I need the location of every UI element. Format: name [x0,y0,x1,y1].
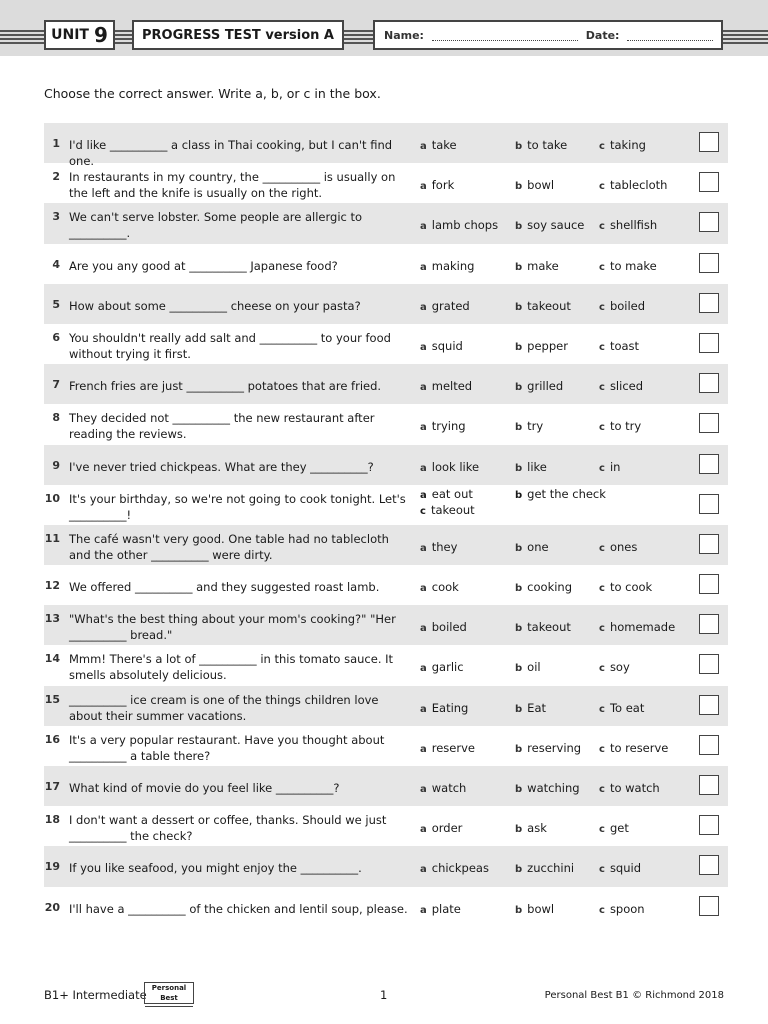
option-b: zucchini [527,861,575,876]
copyright: Personal Best B1 © Richmond 2018 [544,990,724,1001]
question-number: 7 [52,378,60,392]
option-c: shellfish [609,218,658,233]
answer-box[interactable] [699,654,719,674]
question-number: 16 [44,732,60,746]
option-a-wrap: a look like [420,459,480,474]
option-c: To eat [609,700,645,715]
option-b: one [527,539,549,554]
option-b: takeout [527,620,571,635]
answer-box[interactable] [699,413,719,433]
option-c: in [609,459,621,474]
question-text: Mmm! There's a lot of __________ in this tomato sauce. It smells absolutely delicious. [69,652,394,683]
option-a-wrap: a chickpeas [420,861,489,876]
option-c-wrap: c shellfish [599,218,658,233]
option-b-wrap: b watching [515,781,580,795]
question-text: It's a very popular restaurant. Have you thought about __________ a table there? [69,732,385,763]
question-text: I'd like __________ a class in Thai cooking, but I can't find one. [69,138,393,168]
option-b: reserving [527,740,582,755]
option-c: sliced [609,379,644,394]
question-number: 19 [44,860,60,874]
option-b: make [527,258,559,273]
question-number: 2 [52,170,60,184]
unit-label-box [44,20,115,50]
unit-number: 9 [93,23,108,47]
option-a: making [431,258,475,273]
question-table [44,123,728,927]
option-b: to take [527,138,568,152]
option-a-wrap: a take [420,138,457,152]
question-row [44,846,728,886]
option-c: ones [609,539,638,554]
option-c: soy [609,660,630,675]
question-row [44,565,728,605]
option-a-wrap: a trying [420,419,466,434]
option-c-wrap: c to make [599,258,657,273]
answer-box[interactable] [699,735,719,755]
option-c-wrap: c spoon [599,901,645,916]
option-c-wrap: c toast [599,338,640,353]
option-c-wrap: c ones [599,539,638,554]
option-a: lamb chops [431,218,499,233]
question-number: 20 [44,900,60,914]
question-number: 18 [44,813,60,827]
question-text: Are you any good at __________ Japanese food? [69,258,338,273]
option-b-wrap: b bowl [515,178,555,193]
option-b-wrap: b ask [515,821,547,836]
option-a-wrap: a garlic [420,660,464,675]
option-a: cook [431,580,459,595]
answer-box[interactable] [699,333,719,353]
question-number: 13 [44,612,60,626]
question-row [44,525,728,565]
option-a-wrap: a they [420,539,458,554]
option-b: bowl [527,178,555,193]
option-c: homemade [609,620,676,635]
date-field[interactable] [627,30,713,41]
answer-box[interactable] [699,454,719,474]
question-row [44,485,728,525]
question-row [44,123,728,168]
question-text: How about some __________ cheese on your pasta? [69,298,361,313]
instructions: Choose the correct answer. Write a, b, or c in the box. [44,86,381,101]
option-b: watching [527,781,580,795]
option-b: cooking [527,580,573,595]
option-a: watch [431,781,467,795]
option-b-wrap: b try [515,419,544,434]
answer-box[interactable] [699,373,719,393]
option-a-wrap: a plate [420,901,461,916]
option-b: oil [527,660,541,675]
option-b-wrap: b bowl [515,901,555,916]
question-number: 4 [52,257,60,271]
question-row [44,404,728,444]
question-row [44,806,728,846]
option-c-wrap: c to reserve [599,740,669,755]
answer-box[interactable] [699,172,719,192]
option-a-wrap: a squid [420,338,463,353]
question-number: 15 [44,692,60,706]
option-a-wrap: a melted [420,379,473,394]
option-a: look like [431,459,480,474]
option-c-wrap: c get [599,821,629,836]
option-a: melted [431,379,473,394]
question-number: 9 [52,458,60,472]
option-a: reserve [431,740,475,755]
option-a-wrap: a reserve [420,740,475,755]
option-a: take [431,138,457,152]
question-number: 11 [44,531,60,545]
answer-box[interactable] [699,253,719,273]
option-a: they [431,539,458,554]
option-b-wrap: b takeout [515,298,571,313]
answer-box[interactable] [699,534,719,554]
question-text: We can't serve lobster. Some people are allergic to __________. [69,210,363,241]
option-b-wrap: b to take [515,138,568,152]
option-b-wrap: b zucchini [515,861,575,876]
question-text: I don't want a dessert or coffee, thanks. Should we just __________ the check? [69,813,387,844]
option-b: pepper [527,338,568,353]
question-number: 10 [44,491,60,505]
option-b-wrap: b pepper [515,338,568,353]
option-a: eat out [431,486,473,501]
option-c: to watch [609,781,660,795]
question-number: 6 [52,330,60,344]
option-c: to make [609,258,657,273]
question-row [44,645,728,685]
answer-box[interactable] [699,574,719,594]
question-text: The café wasn't very good. One table had no tablecloth and the other __________ were dirty. [69,531,389,562]
question-text: They decided not __________ the new restaurant after reading the reviews. [69,411,375,442]
option-c-wrap: c to cook [599,580,653,595]
question-text: If you like seafood, you might enjoy the __________. [69,861,362,876]
option-c-wrap: c boiled [599,298,646,313]
question-text: What kind of movie do you feel like __________? [69,781,340,795]
question-text: You shouldn't really add salt and __________ to your food without trying it first. [69,330,391,361]
question-row [44,726,728,766]
question-row [44,324,728,364]
option-b: bowl [527,901,555,916]
option-a-wrap: a fork [420,178,455,193]
option-a-wrap: a lamb chops [420,218,499,233]
option-b: like [527,459,547,474]
option-b: takeout [527,298,571,313]
option-c: to reserve [609,740,669,755]
question-number: 17 [44,780,60,793]
page-number: 1 [380,988,388,1002]
option-a-wrap: a cook [420,580,459,595]
option-b-wrap: b takeout [515,620,571,635]
option-c: takeout [430,502,475,517]
option-b-wrap: b oil [515,660,541,675]
question-number: 3 [52,210,60,224]
option-a: plate [431,901,461,916]
question-row [44,364,728,404]
question-text: __________ ice cream is one of the things children love about their summer vacations. [69,692,379,723]
question-number: 12 [44,579,60,593]
option-a: squid [431,338,463,353]
option-b-wrap: b one [515,539,549,554]
question-number: 8 [52,411,60,425]
test-title: PROGRESS TEST version A [142,27,334,43]
option-b-wrap: b Eat [515,700,546,715]
question-row [44,605,728,645]
option-a-wrap: a Eating [420,700,469,715]
option-b: get the check [527,486,606,501]
question-text: We offered __________ and they suggested roast lamb. [69,580,380,595]
option-b: soy sauce [527,218,585,233]
option-b-wrap: b get the check [515,486,606,501]
options-a-c: a eat out c takeout [420,486,475,517]
option-c: squid [609,861,642,876]
answer-box[interactable] [699,775,719,795]
option-a: chickpeas [431,861,489,876]
question-text: I've never tried chickpeas. What are they __________? [69,459,374,474]
option-b-wrap: b grilled [515,379,564,394]
option-a-wrap: a boiled [420,620,467,635]
option-a: Eating [431,700,469,715]
option-b: Eat [527,700,546,715]
option-c: to cook [609,580,653,595]
option-c: to try [609,419,642,434]
answer-box[interactable] [699,494,719,514]
test-title-box [132,20,344,50]
option-c-wrap: c in [599,459,621,474]
answer-box[interactable] [699,132,719,152]
option-c-wrap: c homemade [599,620,676,635]
question-number: 1 [52,137,60,150]
question-text: It's your birthday, so we're not going to cook tonight. Let's __________! [69,491,406,522]
answer-box[interactable] [699,614,719,634]
option-c: taking [609,138,646,152]
question-text: I'll have a __________ of the chicken and lentil soup, please. [69,901,408,916]
option-b: try [527,419,544,434]
answer-box[interactable] [699,815,719,835]
option-c-wrap: c sliced [599,379,644,394]
question-number: 14 [44,652,60,666]
option-a-wrap: a watch [420,781,467,795]
option-c: spoon [609,901,645,916]
question-row [44,163,728,203]
option-b-wrap: b like [515,459,547,474]
unit-label: UNIT [51,27,89,43]
personal-best-logo: Personal Best [144,982,194,1004]
option-a: grated [431,298,470,313]
question-row [44,686,728,726]
option-c-wrap: c To eat [599,700,645,715]
answer-box[interactable] [699,293,719,313]
option-b: ask [527,821,547,836]
option-b-wrap: b make [515,258,559,273]
question-text: French fries are just __________ potatoes that are fried. [69,379,382,394]
option-c: toast [609,338,640,353]
date-label: Date: [585,28,620,42]
option-a: garlic [431,660,464,675]
answer-box[interactable] [699,695,719,715]
question-number: 5 [52,297,60,311]
name-field[interactable] [432,30,578,41]
question-row [44,766,728,806]
option-c-wrap: c squid [599,861,642,876]
option-a-wrap: a grated [420,298,470,313]
question-text: In restaurants in my country, the __________ is usually on the left and the knife is usually on the right. [69,170,396,201]
answer-box[interactable] [699,896,719,916]
option-c-wrap: c to watch [599,781,660,795]
answer-box[interactable] [699,212,719,232]
option-c-wrap: c soy [599,660,630,675]
option-c: boiled [609,298,646,313]
option-a: fork [431,178,455,193]
option-b-wrap: b cooking [515,580,573,595]
option-c-wrap: c taking [599,138,646,152]
option-a-wrap: a order [420,821,463,836]
option-a-wrap: a making [420,258,475,273]
option-c-wrap: c to try [599,419,642,434]
answer-box[interactable] [699,855,719,875]
question-row [44,244,728,284]
option-c-wrap: c tablecloth [599,178,668,193]
option-b-wrap: b soy sauce [515,218,585,233]
option-a: boiled [431,620,467,635]
option-a: order [431,821,463,836]
question-text: "What's the best thing about your mom's cooking?" "Her __________ bread." [69,612,396,643]
question-row [44,284,728,324]
name-date-box [373,20,723,50]
option-c: tablecloth [609,178,668,193]
name-label: Name: [384,28,424,42]
option-c: get [609,821,629,836]
question-row [44,887,728,927]
question-row [44,203,728,243]
option-b: grilled [527,379,564,394]
option-a: trying [431,419,466,434]
footer-level: B1+ Intermediate [44,988,147,1002]
question-row [44,445,728,485]
option-b-wrap: b reserving [515,740,582,755]
